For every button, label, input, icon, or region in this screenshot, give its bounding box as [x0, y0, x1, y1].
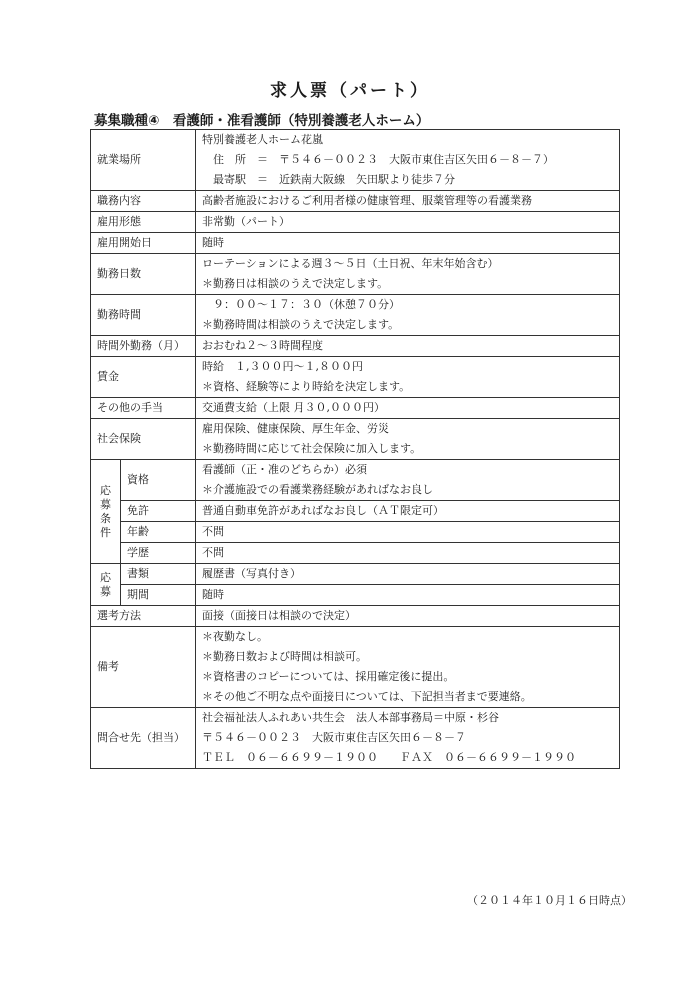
application-group-text: 応募: [100, 570, 111, 598]
row-workplace: [91, 130, 620, 191]
label-age: 年齢: [121, 522, 196, 543]
label-qualification: 資格: [121, 460, 196, 501]
job-category-heading: 募集職種④ 看護師・准看護師（特別養護老人ホーム）: [94, 113, 430, 129]
label-employment-type: 雇用形態: [91, 212, 196, 233]
label-period: 期間: [121, 585, 196, 606]
contact-organization: 社会福祉法人ふれあい共生会 法人本部事務局＝中原・杉谷: [202, 711, 499, 724]
row-insurance: [91, 419, 620, 460]
page-title: 求人票（パート）: [270, 81, 430, 101]
label-overtime: 時間外勤務（月）: [91, 336, 196, 357]
row-work-days: [91, 254, 620, 295]
value-duties: 高齢者施設におけるご利用者様の健康管理、服薬管理等の看護業務: [196, 191, 620, 212]
qualification-note: ＊介護施設での看護業務経験があればなお良し: [202, 483, 433, 496]
row-selection: [91, 606, 620, 627]
value-period: 随時: [196, 585, 620, 606]
row-duties: [91, 191, 620, 212]
row-documents: [91, 564, 620, 585]
value-education: 不問: [196, 543, 620, 564]
notes-line: ＊その他ご不明な点や面接日については、下記担当者まで要連絡。: [202, 690, 532, 703]
row-notes: [91, 627, 620, 708]
value-license: 普通自動車免許があればなお良し（ＡＴ限定可）: [196, 501, 620, 522]
label-notes: 備考: [91, 627, 196, 708]
workplace-address: 住 所 ＝ 〒５４６－００２３ 大阪市東住吉区矢田６－８－７）: [202, 153, 554, 166]
value-selection: 面接（面接日は相談ので決定）: [196, 606, 620, 627]
value-work-hours: [196, 295, 620, 336]
row-allowance: [91, 398, 620, 419]
row-qualification: [91, 460, 620, 501]
value-allowance: 交通費支給（上限 月３０,０００円）: [196, 398, 620, 419]
workplace-station: 最寄駅 ＝ 近鉄南大阪線 矢田駅より徒歩７分: [202, 173, 455, 186]
value-documents: 履歴書（写真付き）: [196, 564, 620, 585]
requirements-group-text: 応募条件: [100, 483, 111, 539]
row-employment-type: [91, 212, 620, 233]
work-hours-line: ９：００～１７：３０（休憩７０分）: [202, 298, 400, 311]
value-age: 不問: [196, 522, 620, 543]
notes-line: ＊資格書のコピーについては、採用確定後に提出。: [202, 670, 455, 683]
contact-phone-fax: ＴＥＬ ０６－６６９９－１９００ ＦＡＸ ０６－６６９９－１９９０: [202, 751, 576, 764]
label-work-hours: 勤務時間: [91, 295, 196, 336]
row-wage: [91, 357, 620, 398]
insurance-note: ＊勤務時間に応じて社会保険に加入します。: [202, 442, 422, 455]
row-age: [91, 522, 620, 543]
wage-note: ＊資格、経験等により時給を決定します。: [202, 380, 411, 393]
contact-address: 〒５４６－００２３ 大阪市東住吉区矢田６－８－７: [202, 731, 466, 744]
row-license: [91, 501, 620, 522]
value-overtime: おおむね２～３時間程度: [196, 336, 620, 357]
label-work-days: 勤務日数: [91, 254, 196, 295]
label-start: 雇用開始日: [91, 233, 196, 254]
qualification-line: 看護師（正・准のどちらか）必須: [202, 463, 367, 476]
label-license: 免許: [121, 501, 196, 522]
work-hours-note: ＊勤務時間は相談のうえで決定します。: [202, 318, 400, 331]
label-selection: 選考方法: [91, 606, 196, 627]
value-wage: [196, 357, 620, 398]
row-work-hours: [91, 295, 620, 336]
label-contact: 問合せ先（担当）: [91, 708, 196, 769]
label-wage: 賃金: [91, 357, 196, 398]
work-days-line: ローテーションによる週３～５日（土日祝、年末年始含む）: [202, 257, 499, 270]
label-duties: 職務内容: [91, 191, 196, 212]
row-contact: [91, 708, 620, 769]
label-allowance: その他の手当: [91, 398, 196, 419]
job-table: [90, 129, 620, 769]
value-workplace: [196, 130, 620, 191]
label-workplace: 就業場所: [91, 130, 196, 191]
value-start: 随時: [196, 233, 620, 254]
row-overtime: [91, 336, 620, 357]
label-documents: 書類: [121, 564, 196, 585]
value-work-days: [196, 254, 620, 295]
notes-line: ＊夜勤なし。: [202, 630, 268, 643]
value-employment-type: 非常勤（パート）: [196, 212, 620, 233]
label-education: 学歴: [121, 543, 196, 564]
value-contact: [196, 708, 620, 769]
workplace-name: 特別養護老人ホーム花嵐: [202, 133, 323, 146]
row-period: [91, 585, 620, 606]
row-start: [91, 233, 620, 254]
value-notes: [196, 627, 620, 708]
insurance-line: 雇用保険、健康保険、厚生年金、労災: [202, 422, 389, 435]
row-education: [91, 543, 620, 564]
requirements-group-label: [91, 460, 121, 564]
value-qualification: [196, 460, 620, 501]
notes-line: ＊勤務日数および時間は相談可。: [202, 650, 367, 663]
work-days-note: ＊勤務日は相談のうえで決定します。: [202, 277, 389, 290]
value-insurance: [196, 419, 620, 460]
label-insurance: 社会保険: [91, 419, 196, 460]
application-group-label: [91, 564, 121, 606]
as-of-date: （２０１４年１０月１６日時点）: [467, 894, 632, 907]
wage-line: 時給 １,３００円～１,８００円: [202, 360, 363, 373]
